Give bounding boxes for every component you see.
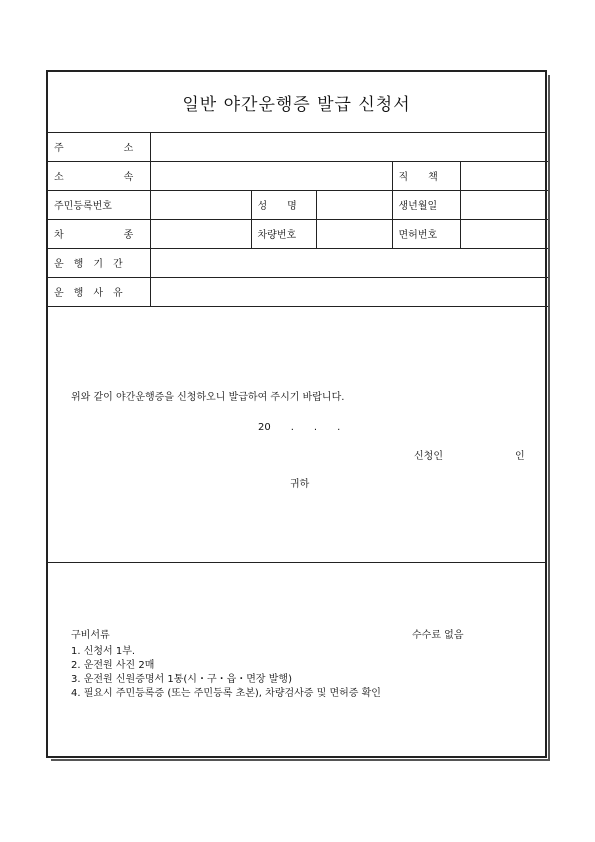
vehicle-row	[48, 219, 549, 248]
affiliation-label: 소 속	[48, 161, 150, 190]
address-row	[48, 132, 549, 161]
position-field[interactable]	[460, 161, 549, 190]
date-line[interactable]: 20 . . .	[258, 422, 341, 433]
statement-text: 위와 같이 야간운행증을 신청하오니 발급하여 주시기 바랍니다.	[71, 392, 345, 403]
birthdate-field[interactable]	[460, 190, 549, 219]
resident-number-label: 주민등록번호	[48, 190, 150, 219]
address-field[interactable]	[150, 132, 549, 161]
position-label: 직 책	[392, 161, 460, 190]
license-number-label: 면허번호	[392, 219, 460, 248]
period-row	[48, 248, 549, 277]
identity-row	[48, 190, 549, 219]
form-title: 일반 야간운행증 발급 신청서	[48, 72, 545, 133]
required-documents-section	[48, 562, 545, 758]
resident-number-field[interactable]	[150, 190, 251, 219]
applicant-label: 신청인	[414, 451, 443, 462]
fee-note: 수수료 없음	[412, 630, 464, 641]
address-label: 주 소	[48, 132, 150, 161]
vehicle-number-field[interactable]	[316, 219, 392, 248]
reason-field[interactable]	[150, 277, 549, 306]
document-item: 2. 운전원 사진 2매	[71, 660, 155, 671]
affiliation-row	[48, 161, 549, 190]
seal-mark: 인	[515, 451, 525, 462]
document-item: 1. 신청서 1부.	[71, 646, 136, 657]
reason-label: 운 행 사 유	[48, 277, 150, 306]
document-item: 4. 필요시 주민등록증 (또는 주민등록 초본), 차량검사증 및 면허증 확인	[71, 688, 381, 699]
statement-section	[48, 312, 545, 563]
name-field[interactable]	[316, 190, 392, 219]
reason-row	[48, 277, 549, 306]
period-label: 운 행 기 간	[48, 248, 150, 277]
recipient-label: 귀하	[290, 479, 310, 490]
vehicle-type-field[interactable]	[150, 219, 251, 248]
applicant-info-table	[48, 132, 549, 307]
vehicle-type-label: 차 종	[48, 219, 150, 248]
application-form	[46, 70, 547, 758]
name-label: 성 명	[251, 190, 316, 219]
documents-heading: 구비서류	[71, 630, 110, 641]
period-field[interactable]	[150, 248, 549, 277]
birthdate-label: 생년월일	[392, 190, 460, 219]
document-item: 3. 운전원 신원증명서 1통(시・구・읍・면장 발행)	[71, 674, 292, 685]
license-number-field[interactable]	[460, 219, 549, 248]
affiliation-field[interactable]	[150, 161, 392, 190]
vehicle-number-label: 차량번호	[251, 219, 316, 248]
